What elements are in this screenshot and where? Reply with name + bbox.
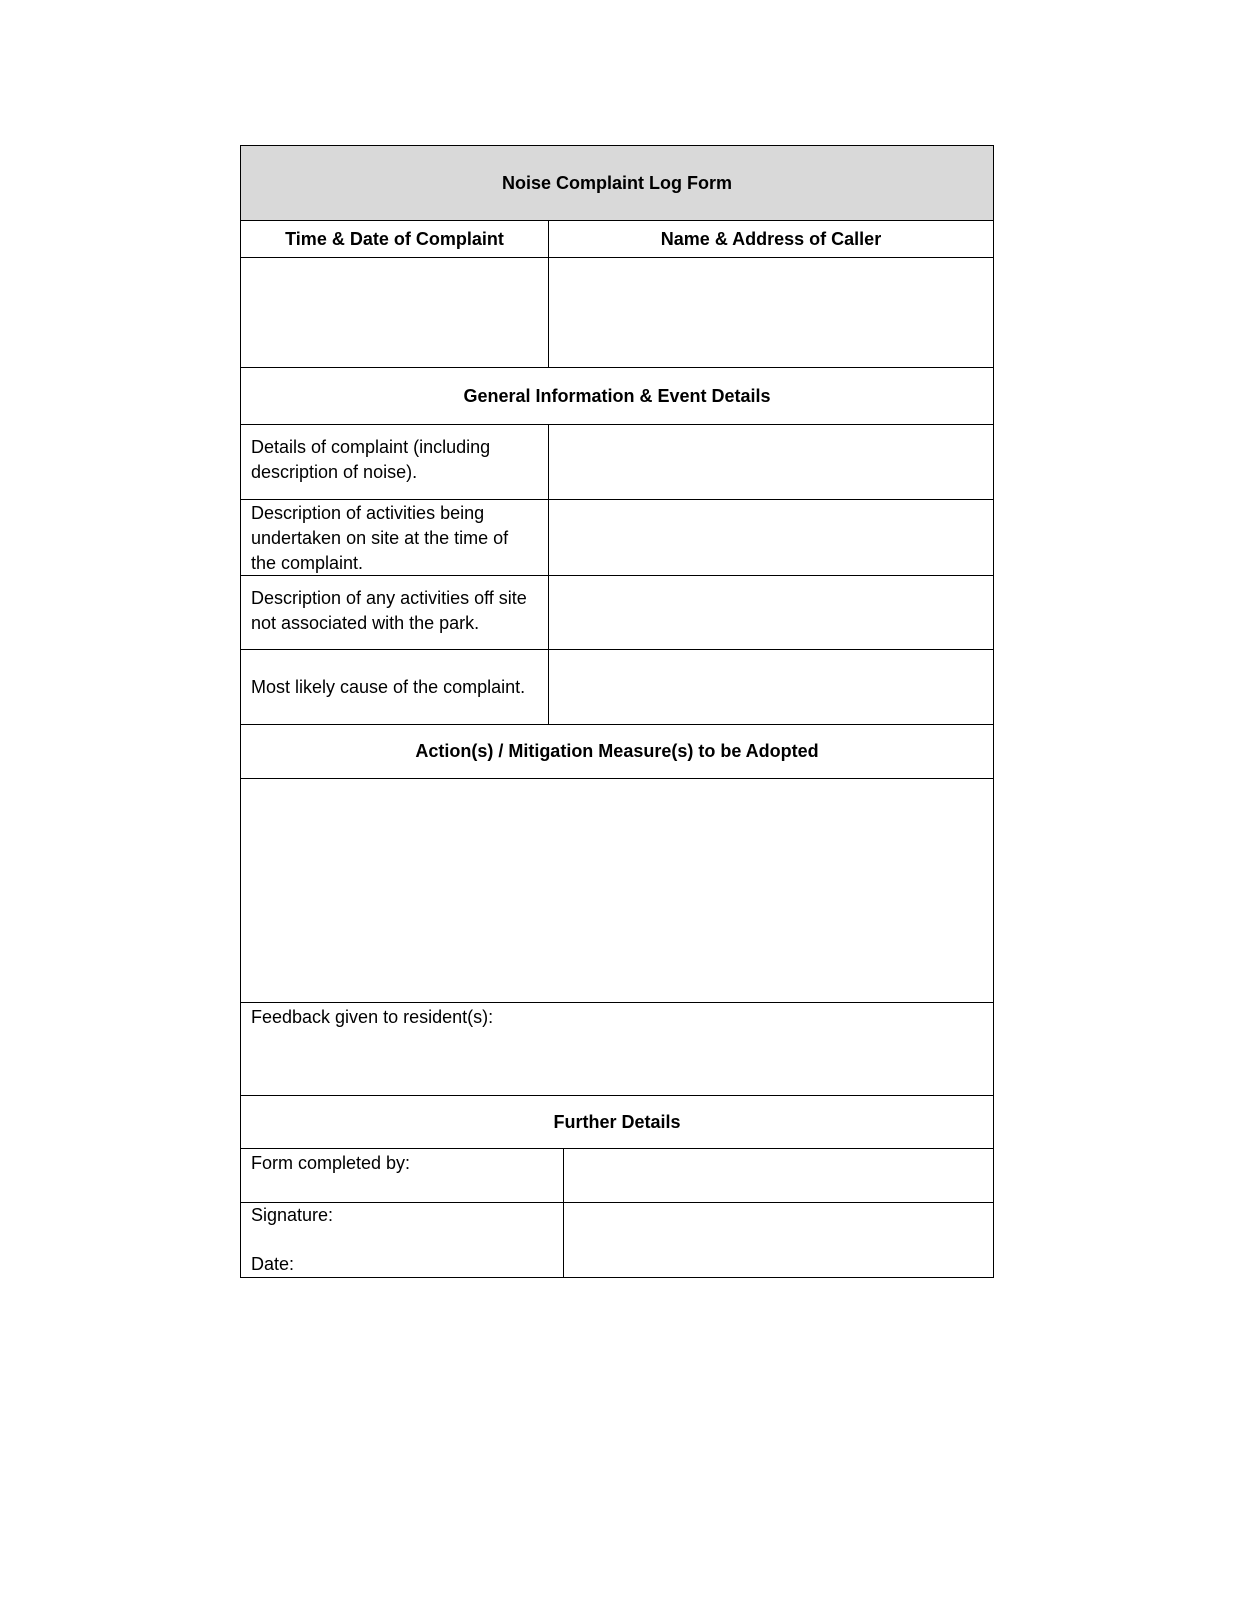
feedback-row xyxy=(241,1003,993,1096)
completed-by-row xyxy=(241,1149,993,1203)
general-row xyxy=(241,650,993,725)
caller-entry-row xyxy=(241,258,993,368)
general-info-heading: General Information & Event Details xyxy=(463,385,771,406)
form-title: Noise Complaint Log Form xyxy=(501,172,732,193)
actions-heading-row xyxy=(241,725,993,779)
general-row xyxy=(241,500,993,576)
general-row xyxy=(241,425,993,500)
actions-field[interactable] xyxy=(241,779,993,1003)
details-of-complaint-field[interactable] xyxy=(548,425,993,499)
general-row xyxy=(241,576,993,650)
offsite-activities-field[interactable] xyxy=(548,576,993,649)
details-of-complaint-label: Details of complaint (including description of noise). xyxy=(251,437,491,482)
actions-heading: Action(s) / Mitigation Measure(s) to be Adopted xyxy=(415,741,819,761)
form-title-row xyxy=(241,146,993,221)
likely-cause-field[interactable] xyxy=(548,650,993,724)
header-time-date: Time & Date of Complaint xyxy=(285,228,504,249)
signature-label: Signature: xyxy=(251,1205,334,1225)
signature-date-field[interactable] xyxy=(563,1203,993,1277)
noise-complaint-form xyxy=(240,145,994,1278)
signature-date-row xyxy=(241,1203,993,1277)
onsite-activities-field[interactable] xyxy=(548,500,993,575)
general-info-heading-row xyxy=(241,368,993,425)
signature-date-labels xyxy=(241,1203,563,1277)
header-row xyxy=(241,221,993,258)
name-address-field[interactable] xyxy=(548,258,993,367)
further-details-heading-row xyxy=(241,1096,993,1149)
offsite-activities-label: Description of any activities off site not associated with the park. xyxy=(251,588,527,633)
header-name-address: Name & Address of Caller xyxy=(548,221,993,257)
time-date-field[interactable] xyxy=(241,258,548,367)
completed-by-field[interactable] xyxy=(563,1149,993,1202)
date-label: Date: xyxy=(251,1254,295,1274)
feedback-label: Feedback given to resident(s): xyxy=(251,1007,494,1027)
completed-by-label: Form completed by: xyxy=(251,1153,411,1173)
onsite-activities-label: Description of activities being undertaken on site at the time of the complaint. xyxy=(251,503,509,573)
likely-cause-label: Most likely cause of the complaint. xyxy=(251,676,526,697)
further-details-heading: Further Details xyxy=(553,1111,681,1132)
